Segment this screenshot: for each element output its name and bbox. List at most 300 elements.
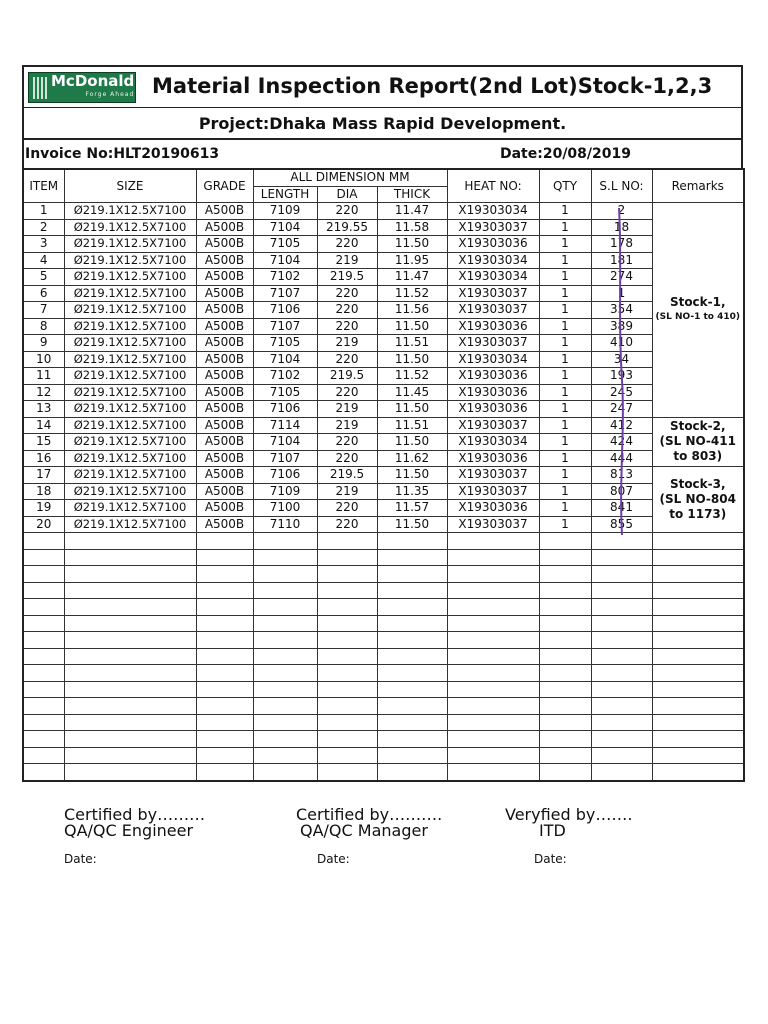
cell-grade: A500B xyxy=(196,401,253,418)
empty-row xyxy=(23,731,744,748)
cell-dia: 220 xyxy=(317,318,377,335)
cell-qty: 1 xyxy=(539,285,591,302)
cell-size: Ø219.1X12.5X7100 xyxy=(64,384,196,401)
cell-grade: A500B xyxy=(196,236,253,253)
empty-cell xyxy=(317,747,377,764)
cell-length: 7106 xyxy=(253,401,317,418)
cell-item: 17 xyxy=(23,467,64,484)
cell-grade: A500B xyxy=(196,450,253,467)
empty-cell xyxy=(539,665,591,682)
empty-cell xyxy=(539,648,591,665)
col-heat-no: HEAT NO: xyxy=(447,169,539,203)
empty-cell xyxy=(447,615,539,632)
cell-item: 3 xyxy=(23,236,64,253)
empty-cell xyxy=(652,599,744,616)
cell-thick: 11.47 xyxy=(377,203,447,220)
cell-sl: 2 xyxy=(591,203,652,220)
empty-cell xyxy=(196,665,253,682)
cell-thick: 11.95 xyxy=(377,252,447,269)
cell-heat: X19303034 xyxy=(447,269,539,286)
empty-cell xyxy=(196,764,253,781)
cell-size: Ø219.1X12.5X7100 xyxy=(64,401,196,418)
empty-cell xyxy=(196,681,253,698)
cell-item: 11 xyxy=(23,368,64,385)
empty-cell xyxy=(253,615,317,632)
cell-sl: 444 xyxy=(591,450,652,467)
remarks-range-label: (SL NO-411 to 803) xyxy=(659,434,736,464)
empty-cell xyxy=(652,731,744,748)
table-row xyxy=(23,318,744,335)
cell-length: 7109 xyxy=(253,483,317,500)
empty-cell xyxy=(196,714,253,731)
empty-cell xyxy=(23,714,64,731)
empty-cell xyxy=(253,665,317,682)
empty-cell xyxy=(23,549,64,566)
empty-cell xyxy=(539,599,591,616)
cell-grade: A500B xyxy=(196,467,253,484)
cell-grade: A500B xyxy=(196,269,253,286)
empty-row xyxy=(23,549,744,566)
empty-row xyxy=(23,714,744,731)
empty-cell xyxy=(447,665,539,682)
cell-heat: X19303036 xyxy=(447,236,539,253)
table-row xyxy=(23,434,744,451)
empty-cell xyxy=(377,681,447,698)
remarks-cell xyxy=(652,203,744,418)
empty-cell xyxy=(23,747,64,764)
itd-signature-block xyxy=(505,805,633,840)
empty-cell xyxy=(23,632,64,649)
table-row xyxy=(23,269,744,286)
empty-cell xyxy=(652,714,744,731)
cell-heat: X19303036 xyxy=(447,384,539,401)
cell-sl: 34 xyxy=(591,351,652,368)
cell-heat: X19303037 xyxy=(447,516,539,533)
cell-thick: 11.50 xyxy=(377,236,447,253)
cell-thick: 11.58 xyxy=(377,219,447,236)
empty-cell xyxy=(23,533,64,550)
empty-cell xyxy=(447,764,539,781)
empty-cell xyxy=(23,599,64,616)
inspection-sheet xyxy=(22,65,743,782)
cell-dia: 219 xyxy=(317,483,377,500)
cell-sl: 181 xyxy=(591,252,652,269)
empty-cell xyxy=(64,648,196,665)
empty-cell xyxy=(317,698,377,715)
cell-grade: A500B xyxy=(196,434,253,451)
empty-cell xyxy=(317,681,377,698)
logo-mark-icon xyxy=(33,77,47,99)
cell-length: 7105 xyxy=(253,236,317,253)
empty-cell xyxy=(317,714,377,731)
table-row xyxy=(23,401,744,418)
cell-item: 7 xyxy=(23,302,64,319)
empty-cell xyxy=(447,681,539,698)
table-row xyxy=(23,285,744,302)
empty-cell xyxy=(539,698,591,715)
cell-dia: 219.5 xyxy=(317,269,377,286)
table-body xyxy=(23,203,744,781)
cell-grade: A500B xyxy=(196,384,253,401)
cell-length: 7104 xyxy=(253,252,317,269)
cell-dia: 219.55 xyxy=(317,219,377,236)
cell-thick: 11.50 xyxy=(377,401,447,418)
empty-cell xyxy=(652,764,744,781)
cell-dia: 220 xyxy=(317,500,377,517)
empty-cell xyxy=(377,566,447,583)
table-row xyxy=(23,483,744,500)
table-row xyxy=(23,302,744,319)
cell-item: 9 xyxy=(23,335,64,352)
cell-dia: 220 xyxy=(317,351,377,368)
empty-cell xyxy=(196,648,253,665)
empty-cell xyxy=(253,731,317,748)
cell-grade: A500B xyxy=(196,483,253,500)
empty-cell xyxy=(23,731,64,748)
empty-row xyxy=(23,615,744,632)
cell-sl: 274 xyxy=(591,269,652,286)
remarks-range-label: (SL NO-1 to 410) xyxy=(655,311,740,322)
empty-cell xyxy=(253,599,317,616)
empty-cell xyxy=(196,731,253,748)
report-header xyxy=(22,65,743,168)
inspection-table xyxy=(22,168,745,782)
col-dia: DIA xyxy=(317,186,377,203)
table-row xyxy=(23,450,744,467)
cell-length: 7107 xyxy=(253,318,317,335)
empty-cell xyxy=(196,566,253,583)
manager-certified-label: Certified by………. xyxy=(296,805,443,824)
empty-cell xyxy=(652,648,744,665)
empty-cell xyxy=(64,764,196,781)
empty-cell xyxy=(377,549,447,566)
cell-sl: 247 xyxy=(591,401,652,418)
cell-size: Ø219.1X12.5X7100 xyxy=(64,351,196,368)
table-row xyxy=(23,203,744,220)
empty-row xyxy=(23,582,744,599)
empty-cell xyxy=(317,533,377,550)
manager-date: Date: xyxy=(317,852,350,866)
empty-cell xyxy=(539,764,591,781)
cell-length: 7107 xyxy=(253,285,317,302)
cell-heat: X19303036 xyxy=(447,368,539,385)
cell-heat: X19303034 xyxy=(447,351,539,368)
engineer-role: QA/QC Engineer xyxy=(64,821,194,840)
empty-cell xyxy=(317,731,377,748)
cell-item: 1 xyxy=(23,203,64,220)
empty-cell xyxy=(64,698,196,715)
cell-thick: 11.62 xyxy=(377,450,447,467)
cell-size: Ø219.1X12.5X7100 xyxy=(64,285,196,302)
cell-length: 7105 xyxy=(253,335,317,352)
cell-thick: 11.50 xyxy=(377,318,447,335)
empty-cell xyxy=(317,599,377,616)
empty-cell xyxy=(377,615,447,632)
col-all-dimension: ALL DIMENSION MM xyxy=(253,169,447,186)
invoice-row xyxy=(24,140,741,168)
cell-qty: 1 xyxy=(539,434,591,451)
empty-row xyxy=(23,648,744,665)
empty-cell xyxy=(23,681,64,698)
cell-size: Ø219.1X12.5X7100 xyxy=(64,252,196,269)
empty-cell xyxy=(447,582,539,599)
cell-sl: 412 xyxy=(591,417,652,434)
cell-sl: 18 xyxy=(591,219,652,236)
cell-item: 10 xyxy=(23,351,64,368)
empty-row xyxy=(23,681,744,698)
cell-heat: X19303037 xyxy=(447,302,539,319)
empty-cell xyxy=(591,632,652,649)
itd-verified-label: Veryfied by……. xyxy=(505,805,633,824)
cell-item: 6 xyxy=(23,285,64,302)
cell-qty: 1 xyxy=(539,351,591,368)
cell-size: Ø219.1X12.5X7100 xyxy=(64,203,196,220)
cell-thick: 11.50 xyxy=(377,467,447,484)
empty-row xyxy=(23,764,744,781)
empty-cell xyxy=(447,533,539,550)
cell-length: 7102 xyxy=(253,269,317,286)
empty-cell xyxy=(196,615,253,632)
empty-cell xyxy=(591,731,652,748)
remarks-cell xyxy=(652,467,744,533)
empty-row xyxy=(23,747,744,764)
empty-cell xyxy=(652,698,744,715)
empty-cell xyxy=(447,599,539,616)
empty-cell xyxy=(377,582,447,599)
col-size: SIZE xyxy=(64,169,196,203)
empty-cell xyxy=(591,681,652,698)
empty-cell xyxy=(317,665,377,682)
cell-length: 7104 xyxy=(253,351,317,368)
cell-heat: X19303034 xyxy=(447,252,539,269)
empty-cell xyxy=(447,731,539,748)
empty-cell xyxy=(64,731,196,748)
empty-cell xyxy=(23,665,64,682)
remarks-stock-label: Stock-1, xyxy=(669,294,726,309)
empty-cell xyxy=(64,582,196,599)
empty-cell xyxy=(253,747,317,764)
cell-length: 7107 xyxy=(253,450,317,467)
cell-thick: 11.57 xyxy=(377,500,447,517)
cell-heat: X19303037 xyxy=(447,417,539,434)
empty-cell xyxy=(447,566,539,583)
cell-length: 7102 xyxy=(253,368,317,385)
report-date: Date:20/08/2019 xyxy=(499,146,631,162)
empty-cell xyxy=(377,747,447,764)
cell-item: 2 xyxy=(23,219,64,236)
table-row xyxy=(23,500,744,517)
cell-heat: X19303036 xyxy=(447,401,539,418)
cell-item: 4 xyxy=(23,252,64,269)
invoice-number: Invoice No:HLT20190613 xyxy=(25,146,220,162)
empty-cell xyxy=(317,632,377,649)
empty-row xyxy=(23,698,744,715)
empty-cell xyxy=(253,714,317,731)
cell-size: Ø219.1X12.5X7100 xyxy=(64,302,196,319)
cell-qty: 1 xyxy=(539,401,591,418)
empty-cell xyxy=(591,549,652,566)
col-length: LENGTH xyxy=(253,186,317,203)
cell-qty: 1 xyxy=(539,252,591,269)
empty-cell xyxy=(652,747,744,764)
cell-grade: A500B xyxy=(196,500,253,517)
cell-qty: 1 xyxy=(539,318,591,335)
col-thick: THICK xyxy=(377,186,447,203)
empty-cell xyxy=(377,599,447,616)
cell-grade: A500B xyxy=(196,368,253,385)
cell-thick: 11.35 xyxy=(377,483,447,500)
mcdonald-logo xyxy=(28,72,136,103)
cell-thick: 11.47 xyxy=(377,269,447,286)
cell-sl: 841 xyxy=(591,500,652,517)
empty-cell xyxy=(23,566,64,583)
empty-cell xyxy=(652,681,744,698)
itd-role: ITD xyxy=(539,821,566,840)
cell-heat: X19303037 xyxy=(447,467,539,484)
cell-grade: A500B xyxy=(196,417,253,434)
empty-cell xyxy=(253,582,317,599)
cell-heat: X19303037 xyxy=(447,219,539,236)
cell-dia: 220 xyxy=(317,450,377,467)
cell-item: 8 xyxy=(23,318,64,335)
cell-qty: 1 xyxy=(539,417,591,434)
table-row xyxy=(23,236,744,253)
cell-grade: A500B xyxy=(196,203,253,220)
cell-heat: X19303036 xyxy=(447,318,539,335)
empty-cell xyxy=(317,648,377,665)
engineer-certified-label: Certified by……… xyxy=(64,805,206,824)
empty-cell xyxy=(64,714,196,731)
manager-role: QA/QC Manager xyxy=(300,821,428,840)
cell-sl: 193 xyxy=(591,368,652,385)
empty-cell xyxy=(447,747,539,764)
cell-grade: A500B xyxy=(196,335,253,352)
cell-thick: 11.50 xyxy=(377,434,447,451)
cell-thick: 11.50 xyxy=(377,516,447,533)
cell-sl: 424 xyxy=(591,434,652,451)
cell-size: Ø219.1X12.5X7100 xyxy=(64,335,196,352)
empty-cell xyxy=(447,648,539,665)
cell-grade: A500B xyxy=(196,219,253,236)
empty-cell xyxy=(23,582,64,599)
cell-sl: 807 xyxy=(591,483,652,500)
cell-qty: 1 xyxy=(539,203,591,220)
empty-cell xyxy=(253,566,317,583)
empty-cell xyxy=(377,632,447,649)
cell-grade: A500B xyxy=(196,252,253,269)
empty-cell xyxy=(64,599,196,616)
empty-cell xyxy=(377,665,447,682)
col-remarks: Remarks xyxy=(652,169,744,203)
cell-qty: 1 xyxy=(539,500,591,517)
table-row xyxy=(23,351,744,368)
empty-cell xyxy=(652,615,744,632)
cell-sl: 855 xyxy=(591,516,652,533)
cell-item: 12 xyxy=(23,384,64,401)
empty-cell xyxy=(64,566,196,583)
title-row xyxy=(24,67,741,108)
cell-size: Ø219.1X12.5X7100 xyxy=(64,450,196,467)
project-line: Project:Dhaka Mass Rapid Development. xyxy=(24,108,741,140)
cell-item: 14 xyxy=(23,417,64,434)
cell-item: 16 xyxy=(23,450,64,467)
report-title: Material Inspection Report(2nd Lot)Stock-1,2,3 xyxy=(152,74,713,98)
manager-signature-block xyxy=(296,805,443,840)
cell-item: 13 xyxy=(23,401,64,418)
table-row xyxy=(23,368,744,385)
empty-row xyxy=(23,533,744,550)
empty-cell xyxy=(591,714,652,731)
empty-cell xyxy=(253,549,317,566)
cell-qty: 1 xyxy=(539,219,591,236)
cell-dia: 219 xyxy=(317,417,377,434)
empty-cell xyxy=(591,615,652,632)
cell-size: Ø219.1X12.5X7100 xyxy=(64,516,196,533)
empty-cell xyxy=(591,599,652,616)
cell-qty: 1 xyxy=(539,335,591,352)
empty-cell xyxy=(652,566,744,583)
cell-qty: 1 xyxy=(539,483,591,500)
empty-cell xyxy=(253,533,317,550)
cell-grade: A500B xyxy=(196,318,253,335)
empty-cell xyxy=(196,747,253,764)
cell-dia: 220 xyxy=(317,236,377,253)
empty-cell xyxy=(64,747,196,764)
empty-cell xyxy=(539,632,591,649)
cell-qty: 1 xyxy=(539,516,591,533)
empty-cell xyxy=(652,632,744,649)
cell-length: 7109 xyxy=(253,203,317,220)
cell-dia: 219.5 xyxy=(317,467,377,484)
empty-row xyxy=(23,566,744,583)
empty-cell xyxy=(253,632,317,649)
empty-cell xyxy=(591,764,652,781)
cell-dia: 219.5 xyxy=(317,368,377,385)
empty-cell xyxy=(196,599,253,616)
cell-size: Ø219.1X12.5X7100 xyxy=(64,368,196,385)
empty-cell xyxy=(23,698,64,715)
cell-size: Ø219.1X12.5X7100 xyxy=(64,219,196,236)
cell-length: 7105 xyxy=(253,384,317,401)
cell-dia: 220 xyxy=(317,203,377,220)
empty-row xyxy=(23,599,744,616)
cell-grade: A500B xyxy=(196,351,253,368)
empty-cell xyxy=(23,764,64,781)
cell-dia: 219 xyxy=(317,335,377,352)
empty-cell xyxy=(539,549,591,566)
cell-size: Ø219.1X12.5X7100 xyxy=(64,483,196,500)
empty-cell xyxy=(591,665,652,682)
cell-dia: 219 xyxy=(317,252,377,269)
empty-row xyxy=(23,665,744,682)
cell-heat: X19303036 xyxy=(447,450,539,467)
remarks-cell xyxy=(652,417,744,467)
table-row xyxy=(23,252,744,269)
cell-item: 20 xyxy=(23,516,64,533)
empty-cell xyxy=(652,665,744,682)
cell-sl: 1 xyxy=(591,285,652,302)
empty-cell xyxy=(64,632,196,649)
empty-cell xyxy=(317,549,377,566)
empty-cell xyxy=(652,582,744,599)
cell-size: Ø219.1X12.5X7100 xyxy=(64,269,196,286)
cell-length: 7110 xyxy=(253,516,317,533)
empty-cell xyxy=(317,764,377,781)
empty-cell xyxy=(539,566,591,583)
empty-cell xyxy=(377,698,447,715)
empty-cell xyxy=(253,764,317,781)
cell-size: Ø219.1X12.5X7100 xyxy=(64,500,196,517)
